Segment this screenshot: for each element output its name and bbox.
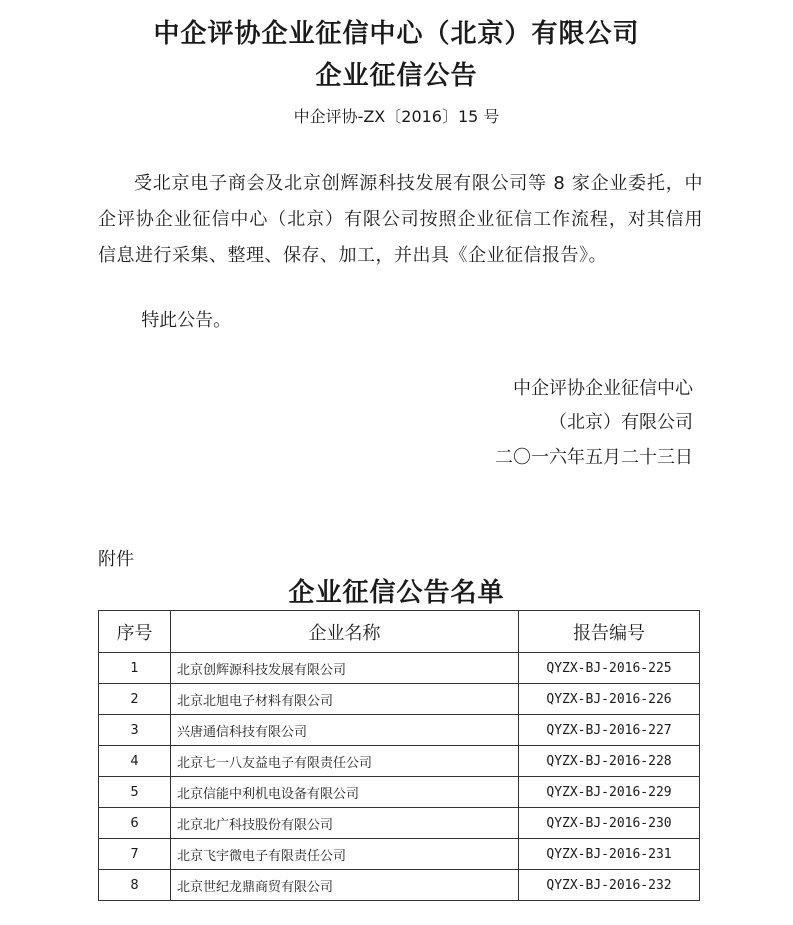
list-title: 企业征信公告名单: [288, 578, 505, 608]
row-index: 5: [99, 777, 171, 808]
table-row: [99, 684, 700, 715]
column-header-index: 序号: [99, 611, 171, 653]
row-index: 2: [99, 684, 171, 715]
company-list-table: [98, 610, 700, 901]
document-title: 中企评协企业征信中心（北京）有限公司: [153, 19, 640, 49]
closing-remark: 特此公告。: [141, 310, 232, 331]
row-company-name: 北京七一八友益电子有限责任公司: [171, 746, 519, 777]
table-row: [99, 746, 700, 777]
signature-org-line1: 中企评协企业征信中心: [513, 378, 693, 399]
signature-date: 二〇一六年五月二十三日: [495, 447, 693, 468]
row-report-number: QYZX-BJ-2016-227: [519, 715, 700, 746]
row-index: 1: [99, 653, 171, 684]
row-index: 6: [99, 808, 171, 839]
row-report-number: QYZX-BJ-2016-229: [519, 777, 700, 808]
row-index: 8: [99, 870, 171, 901]
attachment-label: 附件: [98, 549, 134, 570]
row-company-name: 北京北广科技股份有限公司: [171, 808, 519, 839]
row-report-number: QYZX-BJ-2016-232: [519, 870, 700, 901]
table-row: [99, 653, 700, 684]
table-row: [99, 808, 700, 839]
document-subtitle: 企业征信公告: [315, 61, 478, 91]
row-index: 3: [99, 715, 171, 746]
row-report-number: QYZX-BJ-2016-231: [519, 839, 700, 870]
row-company-name: 北京创辉源科技发展有限公司: [171, 653, 519, 684]
row-company-name: 兴唐通信科技有限公司: [171, 715, 519, 746]
row-report-number: QYZX-BJ-2016-228: [519, 746, 700, 777]
row-report-number: QYZX-BJ-2016-226: [519, 684, 700, 715]
table-row: [99, 777, 700, 808]
table-row: [99, 839, 700, 870]
document-number: 中企评协-ZX〔2016〕15 号: [293, 107, 500, 126]
row-company-name: 北京信能中利机电设备有限公司: [171, 777, 519, 808]
table-row: [99, 715, 700, 746]
column-header-report-number: 报告编号: [519, 611, 700, 653]
row-report-number: QYZX-BJ-2016-225: [519, 653, 700, 684]
row-report-number: QYZX-BJ-2016-230: [519, 808, 700, 839]
announcement-paragraph: 受北京电子商会及北京创辉源科技发展有限公司等 8 家企业委托，中企评协企业征信中心（北京）有限公司按照企业征信工作流程，对其信用信息进行采集、整理、保存、加工，并出具《企业征信报告》。: [98, 173, 703, 266]
column-header-company-name: 企业名称: [171, 611, 519, 653]
row-company-name: 北京世纪龙鼎商贸有限公司: [171, 870, 519, 901]
row-index: 4: [99, 746, 171, 777]
table-row: [99, 870, 700, 901]
row-company-name: 北京飞宇微电子有限责任公司: [171, 839, 519, 870]
table-header-row: [99, 611, 700, 653]
signature-org-line2: （北京）有限公司: [549, 412, 693, 433]
row-index: 7: [99, 839, 171, 870]
row-company-name: 北京北旭电子材料有限公司: [171, 684, 519, 715]
